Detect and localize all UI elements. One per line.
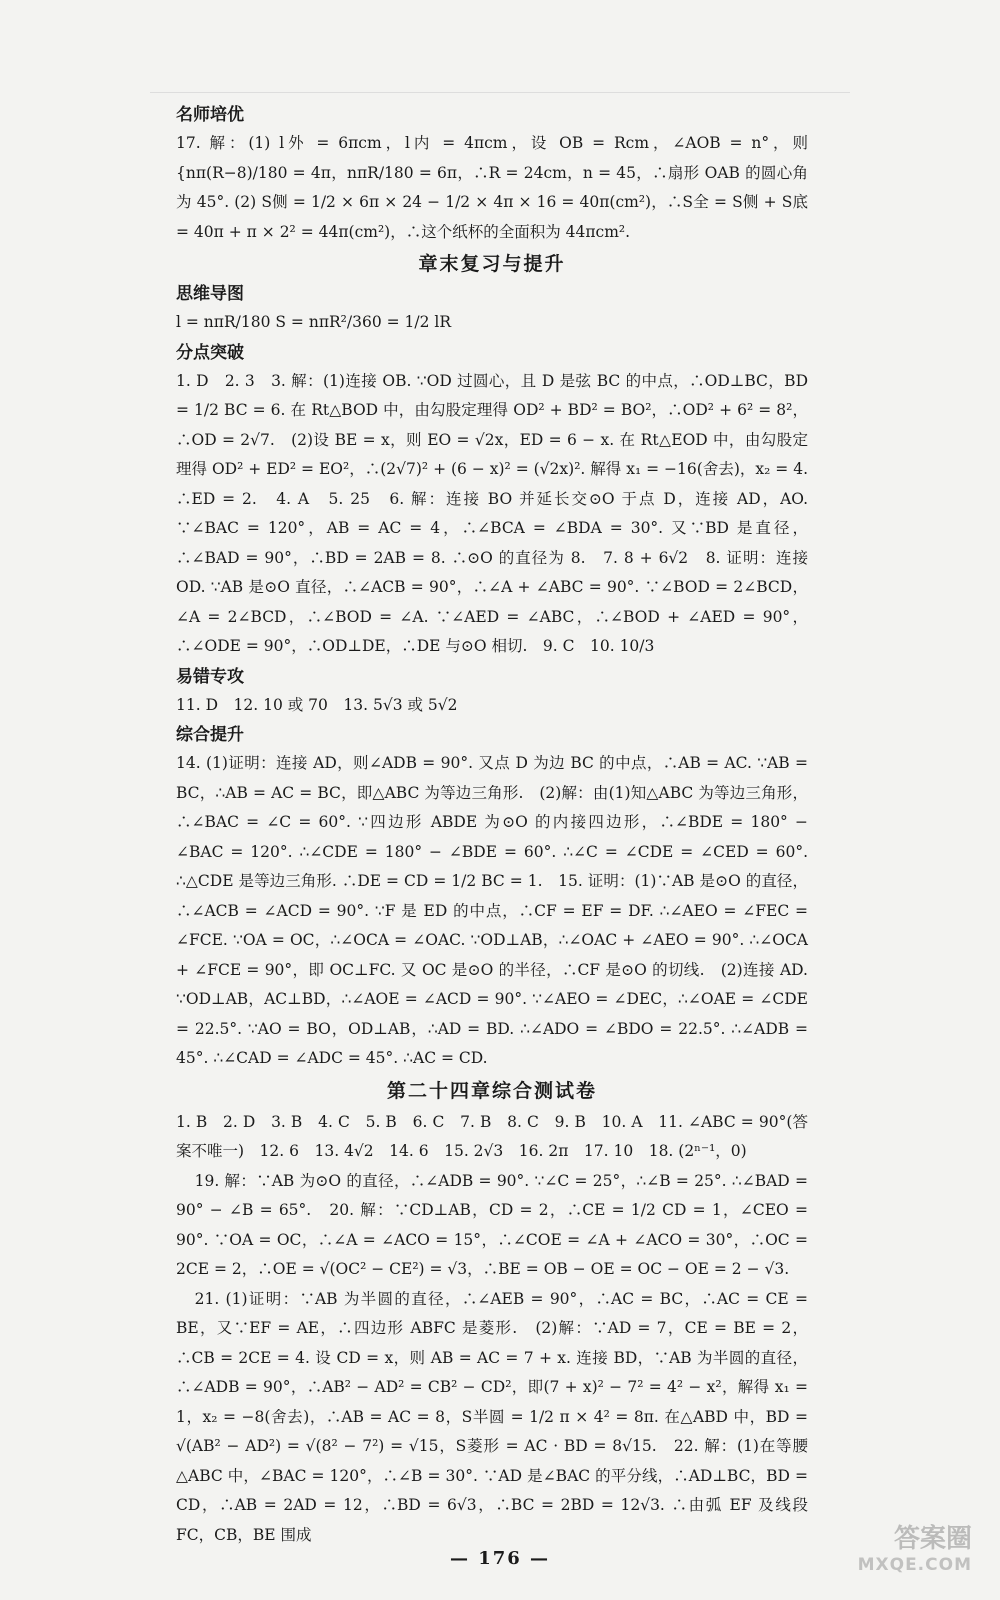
answers-21-22: 21. (1)证明：∵AB 为半圆的直径，∴∠AEB = 90°，∴AC = BC，∴AC = CE = BE，又∵EF = AE，∴四边形 ABFC 是菱形. (2)解：∵AD = 7，CE = BE = 2，∴CB = 2CE = 4. 设 CD = x，则 AB = AC = 7 + x. 连接 BD，∵AB 为半圆的直径，∴∠ADB = 90°，∴AB² − AD² = CB² − CD²，即(7 + x)² − 7² = 4² − x²，解得 x₁ = 1，x₂ = −8(舍去)，∴AB = AC = 8，S半圆 = 1/2 π × 4² = 8π. 在△ABD 中，BD = √(AB² − AD²) = √(8² − 7²) = √15，S菱形 = AC · BD = 8√15. 22. 解：(1)在等腰△ABC 中，∠BAC = 120°，∴∠B = 30°. ∵AD 是∠BAC 的平分线，∴AD⊥BC，BD = CD，∴AB = 2AD = 12，∴BD = 6√3，∴BC = 2BD = 12√3. ∴由弧 EF 及线段 FC，CB，BE 围成 bbox=[176, 1289, 808, 1544]
answer-17: 17. 解：(1) l外 = 6πcm，l内 = 4πcm，设 OB = Rcm，∠AOB = n°，则 {nπ(R−8)/180 = 4π，nπR/180 = 6π，∴R = 24cm，n = 45，∴扇形 OAB 的圆心角为 45°. (2) S侧 = 1/2 × 6π × 24 − 1/2 × 4π × 16 = 40π(cm²)，∴S全 = S侧 + S底 = 40π + π × 2² = 44π(cm²)，∴这个纸杯的全面积为 44πcm². bbox=[176, 134, 808, 241]
page-content bbox=[176, 100, 808, 1550]
section-heading-mingshi: 名师培优 bbox=[176, 105, 244, 125]
answers-1-10: 1. D 2. 3 3. 解：(1)连接 OB. ∵OD 过圆心，且 D 是弦 BC 的中点，∴OD⊥BC，BD = 1/2 BC = 6. 在 Rt△BOD 中，由勾股定理得 OD² + BD² = BO²，∴OD² + 6² = 8²，∴OD = 2√7. (2)设 BE = x，则 EO = √2x，ED = 6 − x. 在 Rt△EOD 中，由勾股定理得 OD² + ED² = EO²，∴(2√7)² + (6 − x)² = (√2x)². 解得 x₁ = −16(舍去)，x₂ = 4. ∴ED = 2. 4. A 5. 25 6. 解：连接 BO 并延长交⊙O 于点 D，连接 AD，AO. ∵∠BAC = 120°，AB = AC = 4，∴∠BCA = ∠BDA = 30°. 又∵BD 是直径，∴∠BAD = 90°，∴BD = 2AB = 8. ∴⊙O 的直径为 8. 7. 8 + 6√2 8. 证明：连接 OD. ∵AB 是⊙O 直径，∴∠ACB = 90°，∴∠A + ∠ABC = 90°. ∵∠BOD = 2∠BCD，∠A = 2∠BCD，∴∠BOD = ∠A. ∵∠AED = ∠ABC，∴∠BOD + ∠AED = 90°，∴∠ODE = 90°，∴OD⊥DE，∴DE 与⊙O 相切. 9. C 10. 10/3 bbox=[176, 371, 808, 655]
answers-19-20: 19. 解：∵AB 为⊙O 的直径，∴∠ADB = 90°. ∵∠C = 25°，∴∠B = 25°. ∴∠BAD = 90° − ∠B = 65°. 20. 解：∵CD⊥AB，CD = 2，∴CE = 1/2 CD = 1，∠CEO = 90°. ∵OA = OC，∴∠A = ∠ACO = 15°，∴∠COE = ∠A + ∠ACO = 30°，∴OC = 2CE = 2，∴OE = √(OC² − CE²) = √3，∴BE = OB − OE = OC − OE = 2 − √3. bbox=[176, 1171, 808, 1278]
test-paper-heading: 第二十四章综合测试卷 bbox=[386, 1079, 597, 1102]
watermark-badge: 答案圈 bbox=[893, 1524, 972, 1554]
chapter-review-heading: 章末复习与提升 bbox=[418, 253, 566, 275]
page-number: — 176 — bbox=[449, 1548, 551, 1569]
section-heading-comprehensive: 综合提升 bbox=[176, 725, 244, 745]
section-heading-points: 分点突破 bbox=[176, 342, 244, 363]
section-heading-mistakes: 易错专攻 bbox=[176, 666, 244, 687]
mindmap-formula: l = nπR/180 S = nπR²/360 = 1/2 lR bbox=[176, 313, 452, 331]
watermark-url: MXQE.COM bbox=[857, 1555, 972, 1575]
answers-1-18-test: 1. B 2. D 3. B 4. C 5. B 6. C 7. B 8. C 9. B 10. A 11. ∠ABC = 90°(答案不唯一) 12. 6 13. 4√2 14. 6 15. 2√3 16. 2π 17. 10 18. (2ⁿ⁻¹，0) bbox=[176, 1112, 808, 1160]
answers-14-15: 14. (1)证明：连接 AD，则∠ADB = 90°. 又点 D 为边 BC 的中点，∴AB = AC. ∵AB = BC，∴AB = AC = BC，即△ABC 为等边三角形. (2)解：由(1)知△ABC 为等边三角形，∴∠BAC = ∠C = 60°. ∵四边形 ABDE 为⊙O 的内接四边形，∴∠BDE = 180° − ∠BAC = 120°. ∴∠CDE = 180° − ∠BDE = 60°. ∴∠C = ∠CDE = ∠CED = 60°. ∴△CDE 是等边三角形. ∴DE = CD = 1/2 BC = 1. 15. 证明：(1)∵AB 是⊙O 的直径，∴∠ACB = ∠ACD = 90°. ∵F 是 ED 的中点，∴CF = EF = DF. ∴∠AEO = ∠FEC = ∠FCE. ∵OA = OC，∴∠OCA = ∠OAC. ∵OD⊥AB，∴∠OAC + ∠AEO = 90°. ∴∠OCA + ∠FCE = 90°，即 OC⊥FC. 又 OC 是⊙O 的半径，∴CF 是⊙O 的切线. (2)连接 AD. ∵OD⊥AB，AC⊥BD，∴∠AOE = ∠ACD = 90°. ∵∠AEO = ∠DEC，∴∠OAE = ∠CDE = 22.5°. ∵AO = BO，OD⊥AB，∴AD = BD. ∴∠ADO = ∠BDO = 22.5°. ∴∠ADB = 45°. ∴∠CAD = ∠ADC = 45°. ∴AC = CD. bbox=[176, 754, 808, 1067]
watermark-logo bbox=[812, 1518, 972, 1578]
section-heading-mindmap: 思维导图 bbox=[176, 284, 244, 304]
answers-11-13: 11. D 12. 10 或 70 13. 5√3 或 5√2 bbox=[176, 695, 458, 714]
top-divider bbox=[150, 92, 850, 93]
